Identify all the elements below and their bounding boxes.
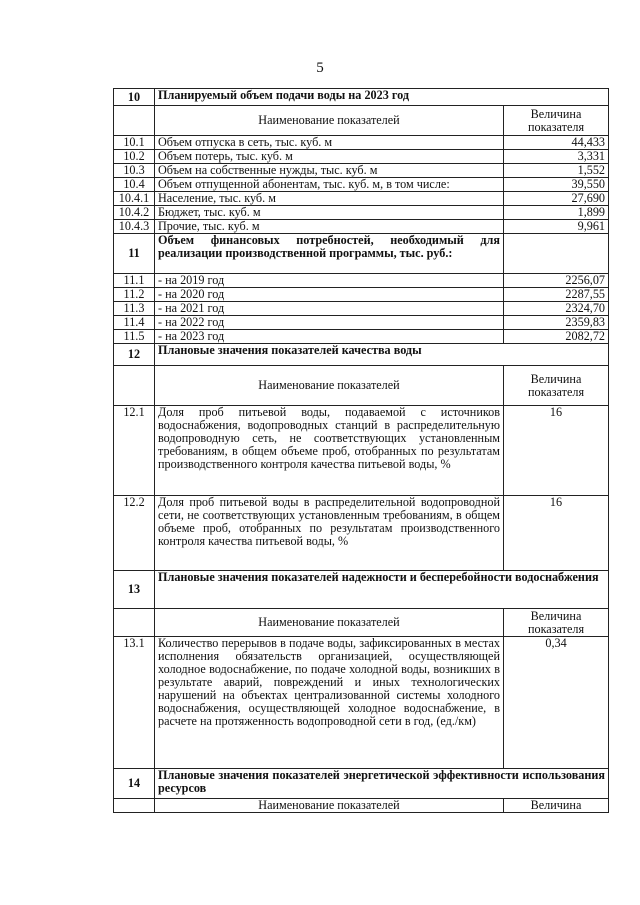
section-title: Плановые значения показателей энергетической эффективности использования ресурсов	[155, 769, 609, 799]
column-header-name: Наименование показателей	[155, 609, 504, 637]
table-row	[114, 178, 609, 192]
row-value: 1,552	[504, 164, 609, 178]
table-row	[114, 220, 609, 234]
row-name: Объем на собственные нужды, тыс. куб. м	[155, 164, 504, 178]
row-value: 2359,83	[504, 316, 609, 330]
row-value: 27,690	[504, 192, 609, 206]
row-number: 11.4	[114, 316, 155, 330]
table-row	[114, 330, 609, 344]
row-number: 10.2	[114, 150, 155, 164]
row-number: 10.4.1	[114, 192, 155, 206]
row-name: - на 2019 год	[155, 274, 504, 288]
table-row	[114, 164, 609, 178]
row-value: 0,34	[504, 637, 609, 769]
row-number: 10.4.2	[114, 206, 155, 220]
section-title: Плановые значения показателей качества воды	[155, 344, 609, 366]
row-number: 11.5	[114, 330, 155, 344]
row-number: 12.2	[114, 496, 155, 571]
row-number: 10.4.3	[114, 220, 155, 234]
section-13-header	[114, 571, 609, 609]
section-10-header	[114, 89, 609, 106]
section-number: 14	[114, 769, 155, 799]
row-number: 11.3	[114, 302, 155, 316]
table-row	[114, 406, 609, 496]
row-number: 10.1	[114, 136, 155, 150]
section-title: Объем финансовых потребностей, необходимый для реализации производственной программы, тыс. руб.:	[155, 234, 504, 274]
production-program-table	[113, 88, 609, 813]
row-value: 3,331	[504, 150, 609, 164]
section-number: 13	[114, 571, 155, 609]
column-header-name: Наименование показателей	[155, 799, 504, 813]
table-row	[114, 192, 609, 206]
table-row	[114, 288, 609, 302]
row-value: 39,550	[504, 178, 609, 192]
row-number: 10.4	[114, 178, 155, 192]
column-header-name: Наименование показателей	[155, 106, 504, 136]
row-value: 2082,72	[504, 330, 609, 344]
row-number: 11.2	[114, 288, 155, 302]
row-name: Количество перерывов в подаче воды, зафиксированных в местах исполнения обязательств организацией, осуществляющей холодное водоснабжение, по подаче холодной воды, возникших в результате аварий, повреждений и иных технологических нарушений на объектах централизованной системы холодного водоснабжения, осуществляющей холодное водоснабжение, в расчете на протяженность водопроводной сети в год, (ед./км)	[155, 637, 504, 769]
section-number: 12	[114, 344, 155, 366]
table-row	[114, 150, 609, 164]
row-value: 16	[504, 496, 609, 571]
row-name: Население, тыс. куб. м	[155, 192, 504, 206]
column-header-value: Величина показателя	[504, 106, 609, 136]
table-row	[114, 496, 609, 571]
row-value: 1,899	[504, 206, 609, 220]
table-row	[114, 316, 609, 330]
column-header-value: Величина	[504, 799, 609, 813]
row-name: - на 2020 год	[155, 288, 504, 302]
column-header-row	[114, 609, 609, 637]
row-name: Бюджет, тыс. куб. м	[155, 206, 504, 220]
row-value: 44,433	[504, 136, 609, 150]
row-number: 12.1	[114, 406, 155, 496]
column-header-value: Величина показателя	[504, 366, 609, 406]
row-name: - на 2023 год	[155, 330, 504, 344]
section-11-header	[114, 234, 609, 274]
column-header-row	[114, 106, 609, 136]
section-14-header	[114, 769, 609, 799]
row-number: 10.3	[114, 164, 155, 178]
row-name: - на 2022 год	[155, 316, 504, 330]
column-header-name: Наименование показателей	[155, 366, 504, 406]
row-value: 2287,55	[504, 288, 609, 302]
table-row	[114, 302, 609, 316]
row-name: Доля проб питьевой воды, подаваемой с источников водоснабжения, водопроводных станций в распределительную водопроводную сеть, не соответствующих установленным требованиям, в общем объеме проб, отобранных по результатам производственного контроля качества питьевой воды, %	[155, 406, 504, 496]
page-number: 5	[316, 60, 324, 76]
row-number: 13.1	[114, 637, 155, 769]
section-title: Планируемый объем подачи воды на 2023 год	[155, 89, 609, 106]
row-name: - на 2021 год	[155, 302, 504, 316]
column-header-row	[114, 799, 609, 813]
table-row	[114, 274, 609, 288]
section-number: 10	[114, 89, 155, 106]
row-value: 2256,07	[504, 274, 609, 288]
row-name: Прочие, тыс. куб. м	[155, 220, 504, 234]
table-row	[114, 206, 609, 220]
table-row	[114, 637, 609, 769]
row-value: 2324,70	[504, 302, 609, 316]
row-name: Объем отпущенной абонентам, тыс. куб. м, в том числе:	[155, 178, 504, 192]
row-value: 16	[504, 406, 609, 496]
row-name: Объем отпуска в сеть, тыс. куб. м	[155, 136, 504, 150]
column-header-value: Величина показателя	[504, 609, 609, 637]
row-number: 11.1	[114, 274, 155, 288]
section-12-header	[114, 344, 609, 366]
row-name: Объем потерь, тыс. куб. м	[155, 150, 504, 164]
row-name: Доля проб питьевой воды в распределительной водопроводной сети, не соответствующих установленным требованиям, в общем объеме проб, отобранных по результатам производственного контроля качества питьевой воды, %	[155, 496, 504, 571]
column-header-row	[114, 366, 609, 406]
section-title: Плановые значения показателей надежности и бесперебойности водоснабжения	[155, 571, 609, 609]
section-number: 11	[114, 234, 155, 274]
table-row	[114, 136, 609, 150]
row-value: 9,961	[504, 220, 609, 234]
